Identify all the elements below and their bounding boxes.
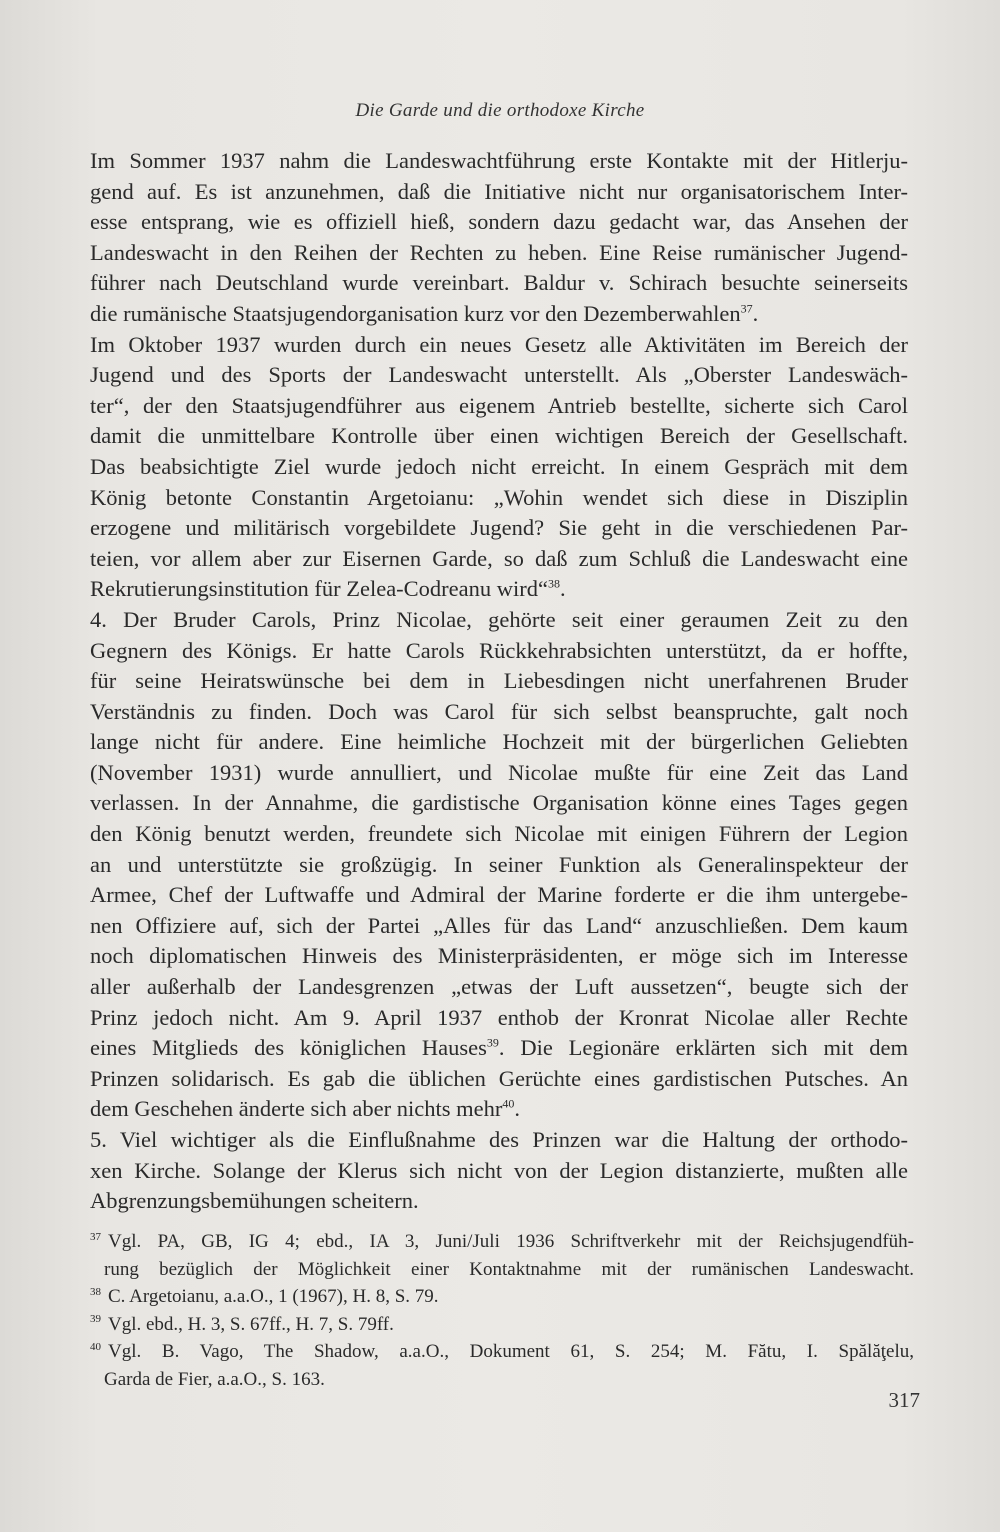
footnote: 39 Vgl. ebd., H. 3, S. 67ff., H. 7, S. 79ff. — [90, 1313, 394, 1335]
text-line: 5. Viel wichtiger als die Einflußnahme des Prinzen war die Haltung der orthodo- — [90, 1127, 908, 1152]
text-line: lange nicht für andere. Eine heimliche Hochzeit mit der bürgerlichen Geliebten — [90, 729, 908, 755]
text-line: führer nach Deutschland wurde vereinbart. Baldur v. Schirach besuchte seinerseits — [90, 270, 908, 296]
footnote: Garda de Fier, a.a.O., S. 163. — [104, 1368, 325, 1390]
text-line: nen Offiziere auf, sich der Partei „Alles für das Land“ anzuschließen. Dem kaum — [90, 912, 908, 938]
text-line: Im Sommer 1937 nahm die Landeswachtführung erste Kontakte mit der Hitlerju- — [90, 148, 908, 173]
text-line: aller außerhalb der Landesgrenzen „etwas der Luft aussetzen“, beugte sich der — [90, 974, 908, 1000]
text-line: Abgrenzungsbemühungen scheitern. — [90, 1188, 419, 1214]
footnote-ref-39: 39 — [486, 1035, 499, 1050]
text-line: Im Oktober 1937 wurden durch ein neues Gesetz alle Aktivitäten im Bereich der — [90, 331, 908, 357]
footnote-ref-37: 37 — [740, 301, 753, 316]
text-line: teien, vor allem aber zur Eisernen Garde, so daß zum Schluß die Landeswacht eine — [90, 545, 908, 571]
text-line: Das beabsichtigte Ziel wurde jedoch nicht erreicht. In einem Gespräch mit dem — [90, 453, 908, 479]
text-line: Verständnis zu finden. Doch was Carol für sich selbst beanspruchte, galt noch — [90, 698, 908, 724]
text-line: verlassen. In der Annahme, die gardistische Organisation könne eines Tages gegen — [90, 790, 908, 816]
text-line: (November 1931) wurde annulliert, und Nicolae mußte für eine Zeit das Land — [90, 759, 908, 785]
footnote: rung bezüglich der Möglichkeit einer Kontaktnahme mit der rumänischen Landeswacht. — [104, 1258, 914, 1280]
text-line: dem Geschehen änderte sich aber nichts mehr$^{40}$. — [90, 1096, 520, 1122]
text-line: erzogene und militärisch vorgebildete Jugend? Sie geht in die verschiedenen Par- — [90, 515, 908, 541]
body-text — [90, 146, 908, 1217]
footnote: 38 C. Argetoianu, a.a.O., 1 (1967), H. 8, S. 79. — [90, 1285, 439, 1307]
text-line: an und unterstützte sie großzügig. In seiner Funktion als Generalinspekteur der — [90, 851, 908, 877]
text-line: Prinz jedoch nicht. Am 9. April 1937 enthob der Kronrat Nicolae aller Rechte — [90, 1004, 908, 1030]
text-line: Rekrutierungsinstitution für Zelea-Codreanu wird“$^{38}$. — [90, 576, 566, 602]
text-line: 4. Der Bruder Carols, Prinz Nicolae, gehörte seit einer geraumen Zeit zu den — [90, 606, 908, 632]
text-line: xen Kirche. Solange der Klerus sich nicht von der Legion distanzierte, mußten alle — [90, 1157, 908, 1183]
text-line: König betonte Constantin Argetoianu: „Wohin wendet sich diese in Disziplin — [90, 484, 908, 510]
page-number: 317 — [888, 1388, 920, 1412]
text-line: Prinzen solidarisch. Es gab die üblichen Gerüchte eines gardistischen Putsches. An — [90, 1065, 908, 1091]
text-line: Landeswacht in den Reihen der Rechten zu heben. Eine Reise rumänischer Jugend- — [90, 239, 908, 265]
text-line: den König benutzt werden, freundete sich Nicolae mit einigen Führern der Legion — [90, 821, 908, 847]
text-line: für seine Heiratswünsche bei dem in Liebesdingen nicht unerfahrenen Bruder — [90, 668, 908, 694]
footnote-ref-38: 38 — [548, 576, 560, 591]
text-line: eines Mitglieds des königlichen Hauses$^{39}$. Die Legionäre erklärten sich mit dem — [90, 1035, 908, 1061]
text-line: Jugend und des Sports der Landeswacht unterstellt. Als „Oberster Landeswäch- — [90, 362, 908, 388]
footnote-ref-40: 40 — [502, 1096, 515, 1111]
text-line: noch diplomatischen Hinweis des Ministerpräsidenten, er möge sich im Interesse — [90, 943, 908, 969]
text-line: esse entsprang, wie es offiziell hieß, sondern dazu gedacht war, das Ansehen der — [90, 209, 908, 235]
text-line: damit die unmittelbare Kontrolle über einen wichtigen Bereich der Gesellschaft. — [90, 423, 908, 449]
text-line: ter“, der den Staatsjugendführer aus eigenem Antrieb bestellte, sicherte sich Carol — [90, 392, 908, 418]
footnotes — [90, 1228, 914, 1393]
footnote: 37 Vgl. PA, GB, IG 4; ebd., IA 3, Juni/Juli 1936 Schriftverkehr mit der Reichsjugendfüh- — [90, 1230, 914, 1252]
running-head: Die Garde und die orthodoxe Kirche — [355, 100, 645, 121]
text-line: die rumänische Staatsjugendorganisation kurz vor den Dezemberwahlen$^{37}$. — [90, 300, 759, 326]
text-line: Armee, Chef der Luftwaffe und Admiral der Marine forderte er die ihm untergebe- — [90, 882, 908, 908]
footnote: 40 Vgl. B. Vago, The Shadow, a.a.O., Dokument 61, S. 254; M. Fătu, I. Spălăţelu, — [90, 1340, 914, 1362]
text-line: gend auf. Es ist anzunehmen, daß die Initiative nicht nur organisatorischem Inter- — [90, 178, 908, 204]
text-line: Gegnern des Königs. Er hatte Carols Rückkehrabsichten unterstützt, da er hoffte, — [90, 637, 908, 663]
